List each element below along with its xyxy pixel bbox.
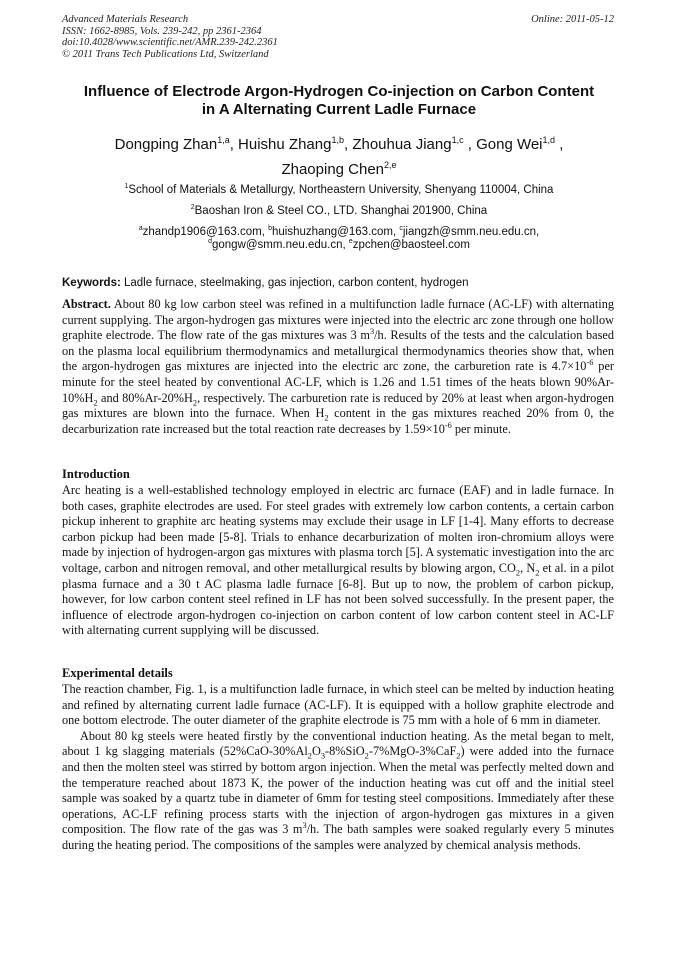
online-date: Online: 2011-05-12 (531, 14, 614, 25)
author: Dongping Zhan$^{1,a}$, (114, 135, 239, 153)
email-e: zpchen@baosteel.com (352, 239, 470, 251)
experimental-paragraph-1: The reaction chamber, Fig. 1, is a multifunction ladle furnace, in which steel can be melted by induction heating and refined by alternating current ladle furnace (AC-LF). It is equipped with a hollow graphite electrode and one bottom electrode. The outer diameter of the graphite electrode is 75 mm with a hole of 6 mm in diameter. (62, 682, 614, 728)
email-c: jiangzh@smm.neu.edu.cn, (402, 226, 540, 238)
author: Zhouhua Jiang$^{1,c}$ , (352, 135, 477, 153)
author: Gong Wei$^{1,d}$ , (476, 135, 564, 153)
paper-title (58, 83, 620, 119)
keywords (62, 276, 616, 290)
experimental-text (62, 682, 614, 854)
email-a: zhandp1906@163.com, (142, 226, 269, 238)
issn-line: ISSN: 1662-8985, Vols. 239-242, pp 2361-2364 (62, 25, 262, 37)
section-heading-experimental: Experimental details (62, 666, 173, 680)
experimental-paragraph-2: About 80 kg steels were heated firstly by the conventional induction heating. As the metal began to melt, about 1 kg slagging materials $(52\%CaO-30\%Al_2O_3-8\%SiO_2-7\%MgO-3\%CaF_2)$ were added into the furnace and then the molten steel was stirred by bottom argon injection. When the metal was perfectly melted down and the temperature reached about 1873 K, the power of the induction heating was cut off and the initial steel sample was soaked by a quartz tube in diameter of 6mm for testing steel compositions. Immediately after these operations, AC-LF refining process starts with the injection of argon-hydrogen gas mixtures in a given composition. The flow rate of the gas was 3 $m^3/h$. The bath samples were soaked regularly every 5 minutes during the heating period. The compositions of the samples were analyzed by chemical analysis methods. (62, 728, 615, 852)
email-d: gongw@smm.neu.edu.cn, (211, 239, 349, 251)
section-heading-introduction: Introduction (62, 467, 130, 481)
doi-line: doi:10.4028/www.scientific.net/AMR.239-242.2361 (62, 37, 278, 48)
keywords-text: Ladle furnace, steelmaking, gas injection, carbon content, hydrogen (120, 277, 469, 289)
affiliation-2: $^2$Baoshan Iron & Steel CO., LTD. Shanghai 201900, China (190, 204, 488, 217)
abstract-label: Abstract. (62, 297, 111, 311)
affiliation-1: $^1$School of Materials & Metallurgy, Northeastern University, Shenyang 110004, China (124, 183, 554, 196)
abstract: Abstract. About 80 kg low carbon steel was refined in a multifunction ladle furnace (AC-LF) with alternating current supplying. The argon-hydrogen gas mixtures were injected into the electric arc zone through one hollow graphite electrode. The flow rate of the gas mixtures was 3 $m^3/h$. Results of the tests and the calculation based on the plasma local equilibrium thermodynamics and metallurgical thermodynamics theories show that, when the argon-hydrogen gas mixtures are injected into the electric arc zone, the carburetion rate is $4.7\times 10^{-6}$ per minute for the steel heated by conventional AC-LF, which is 1.26 and 1.51 times of the heats blown $90\%Ar-10\%H_2$ and $80\%Ar-20\%H_2$, respectively. The carburetion rate is reduced by 20% at least when argon-hydrogen gas mixtures are blown into the furnace. When $H_2$ content in the gas mixtures reached 20% from 0, the decarburization rate increased but the total reaction rate decreases by $1.59\times 10^{-6}$ per minute. (62, 297, 614, 436)
keywords-label: Keywords: (62, 277, 121, 289)
email-b: huishuzhang@163.com, (271, 226, 400, 238)
author: Huishu Zhang$^{1,b}$, (238, 135, 353, 153)
introduction-text: Arc heating is a well-established technology employed in electric arc furnace (EAF) and in ladle furnace. In both cases, graphite electrodes are used. For steel grades with extremely low carbon contents, a certain carbon pickup inherent to graphite arc heating systems may exclude their usage in LF [1-4]. Many efforts to decrease carbon pickup had been made [5-8]. Trials to enhance decarburization of molten iron-chromium alloys were made by injection of hydrogen-argon gas mixtures with plasma torch [5]. A systematic investigation into the arc voltage, carbon and nitrogen removal, and other metallurgical results by blowing argon, $CO_2$, $N_2$ et al. in a pilot plasma furnace and a 30 t AC plasma ladle furnace [6-8]. But up to now, the problem of carbon pickup, however, for low carbon content steel refined in LF has not been solved successfully. In the present paper, the influence of electrode argon-hydrogen co-injection on carbon content of low carbon content steel in AC-LF with alternating current supplying will be discussed. (62, 483, 614, 638)
email-list: $^a$zhandp1906@163.com, $^b$huishuzhang@163.com, $^c$jiangzh@smm.neu.edu.cn, $^d$gongw@smm.neu.edu.cn, $^e$zpchen@baosteel.com (138, 225, 540, 251)
journal-name: Advanced Materials Research (62, 14, 189, 25)
author-list (58, 132, 620, 182)
copyright-line: © 2011 Trans Tech Publications Ltd, Switzerland (62, 48, 269, 60)
journal-header (62, 14, 278, 60)
title-line-2: in A Alternating Current Ladle Furnace (201, 101, 477, 118)
author: Zhaoping Chen$^{2,e}$ (281, 160, 397, 178)
title-line-1: Influence of Electrode Argon-Hydrogen Co-injection on Carbon Content (83, 83, 595, 100)
